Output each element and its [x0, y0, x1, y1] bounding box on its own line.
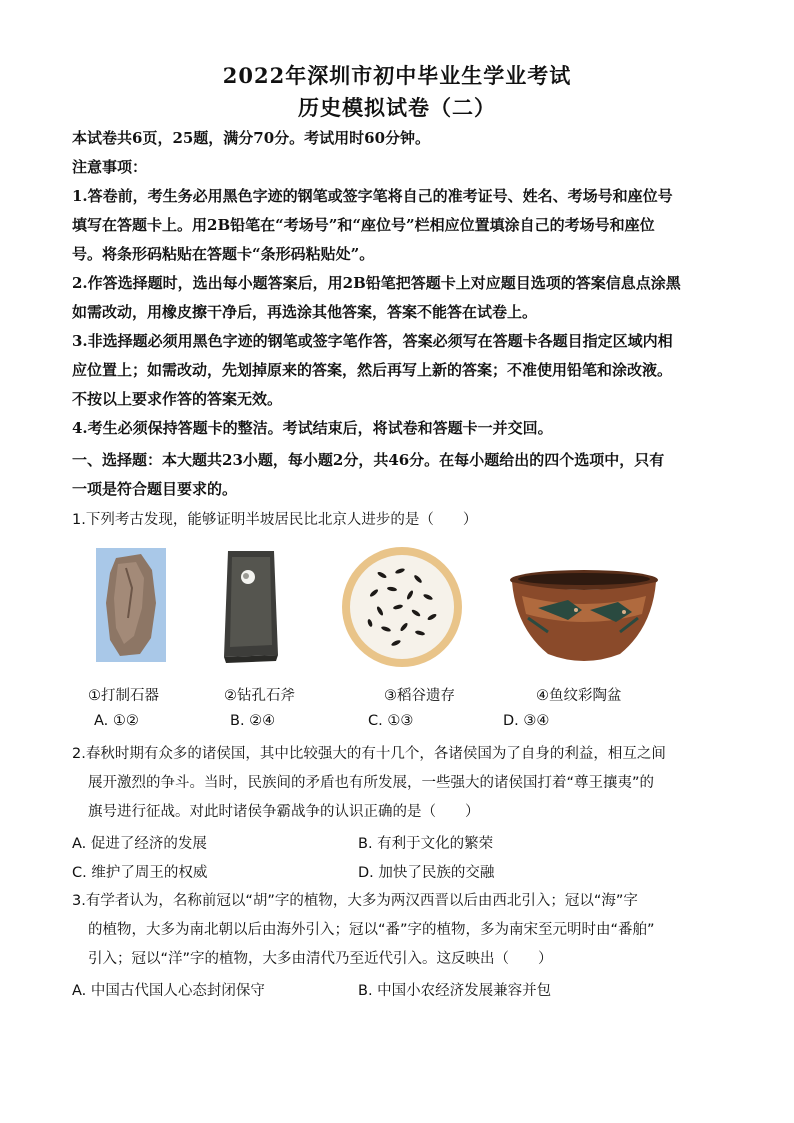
section-heading: 一、选择题：本大题共23小题，每小题2分，共46分。在每小题给出的四个选项中，只有 [72, 451, 665, 469]
note-line: 如需改动，用橡皮擦干净后，再选涂其他答案，答案不能答在试卷上。 [72, 303, 538, 321]
q2-option-c[interactable]: C. 维护了周王的权威 [72, 865, 208, 881]
note-line: 不按以上要求作答的答案无效。 [72, 390, 283, 408]
section-heading-cont: 一项是符合题目要求的。 [72, 480, 238, 498]
q2-option-b[interactable]: B. 有利于文化的繁荣 [358, 836, 494, 852]
note-line: 4.考生必须保持答题卡的整洁。考试结束后，将试卷和答题卡一并交回。 [72, 419, 553, 437]
note-line: 填写在答题卡上。用2B铅笔在“考场号”和“座位号”栏相应位置填涂自己的考场号和座位 [72, 216, 655, 234]
exam-title: 2022年深圳市初中毕业生学业考试 [222, 63, 572, 88]
image-caption: ②钻孔石斧 [224, 688, 295, 704]
question-2-stem: 展开激烈的争斗。当时，民族间的矛盾也有所发展，一些强大的诸侯国打着“尊王攘夷”的 [88, 775, 655, 791]
question-3-stem: 3.有学者认为，名称前冠以“胡”字的植物，大多为两汉西晋以后由西北引入；冠以“海”字 [72, 893, 638, 909]
image-caption: ④鱼纹彩陶盆 [536, 688, 622, 704]
notice-title: 注意事项： [72, 158, 148, 176]
q1-option-d[interactable]: D. ③④ [503, 713, 550, 729]
q1-option-a[interactable]: A. ①② [94, 713, 139, 729]
q3-option-a[interactable]: A. 中国古代国人心态封闭保守 [72, 983, 265, 999]
note-line: 号。将条形码粘贴在答题卡“条形码粘贴处”。 [72, 245, 375, 263]
fish-pottery-basin-photo-icon [508, 568, 660, 666]
exam-subtitle: 历史模拟试卷（二） [298, 95, 496, 120]
note-line: 应位置上；如需改动，先划掉原来的答案，然后再写上新的答案；不准使用铅笔和涂改液。 [72, 361, 673, 379]
question-3-stem: 的植物，大多为南北朝以后由海外引入；冠以“番”字的植物，多为南宋至元明时由“番舶” [88, 922, 655, 938]
q2-option-d[interactable]: D. 加快了民族的交融 [358, 865, 495, 881]
image-caption: ③稻谷遗存 [384, 688, 455, 704]
question-2-stem: 旗号进行征战。对此时诸侯争霸战争的认识正确的是（ ） [88, 804, 480, 820]
q2-option-a[interactable]: A. 促进了经济的发展 [72, 836, 207, 852]
note-line: 3.非选择题必须用黑色字迹的钢笔或签字笔作答，答案必须写在答题卡各题目指定区域内相 [72, 332, 673, 350]
q1-option-c[interactable]: C. ①③ [368, 713, 414, 729]
note-line: 1.答卷前，考生务必用黑色字迹的钢笔或签字笔将自己的准考证号、姓名、考场号和座位号 [72, 187, 673, 205]
q1-option-b[interactable]: B. ②④ [230, 713, 276, 729]
rice-remains-photo-icon [340, 545, 464, 669]
exam-summary: 本试卷共6页，25题，满分70分。考试用时60分钟。 [72, 129, 431, 147]
image-caption: ①打制石器 [88, 688, 159, 704]
question-2-stem: 2.春秋时期有众多的诸侯国，其中比较强大的有十几个，各诸侯国为了自身的利益，相互之间 [72, 746, 666, 762]
note-line: 2.作答选择题时，选出每小题答案后，用2B铅笔把答题卡上对应题目选项的答案信息点涂黑 [72, 274, 681, 292]
q3-option-b[interactable]: B. 中国小农经济发展兼容并包 [358, 983, 552, 999]
question-3-stem: 引入；冠以“洋”字的植物，大多由清代乃至近代引入。这反映出（ ） [88, 951, 553, 967]
question-1-stem: 1.下列考古发现，能够证明半坡居民比北京人进步的是（ ） [72, 512, 478, 528]
stone-tool-photo-icon [96, 548, 166, 662]
stone-axe-photo-icon [216, 545, 286, 665]
